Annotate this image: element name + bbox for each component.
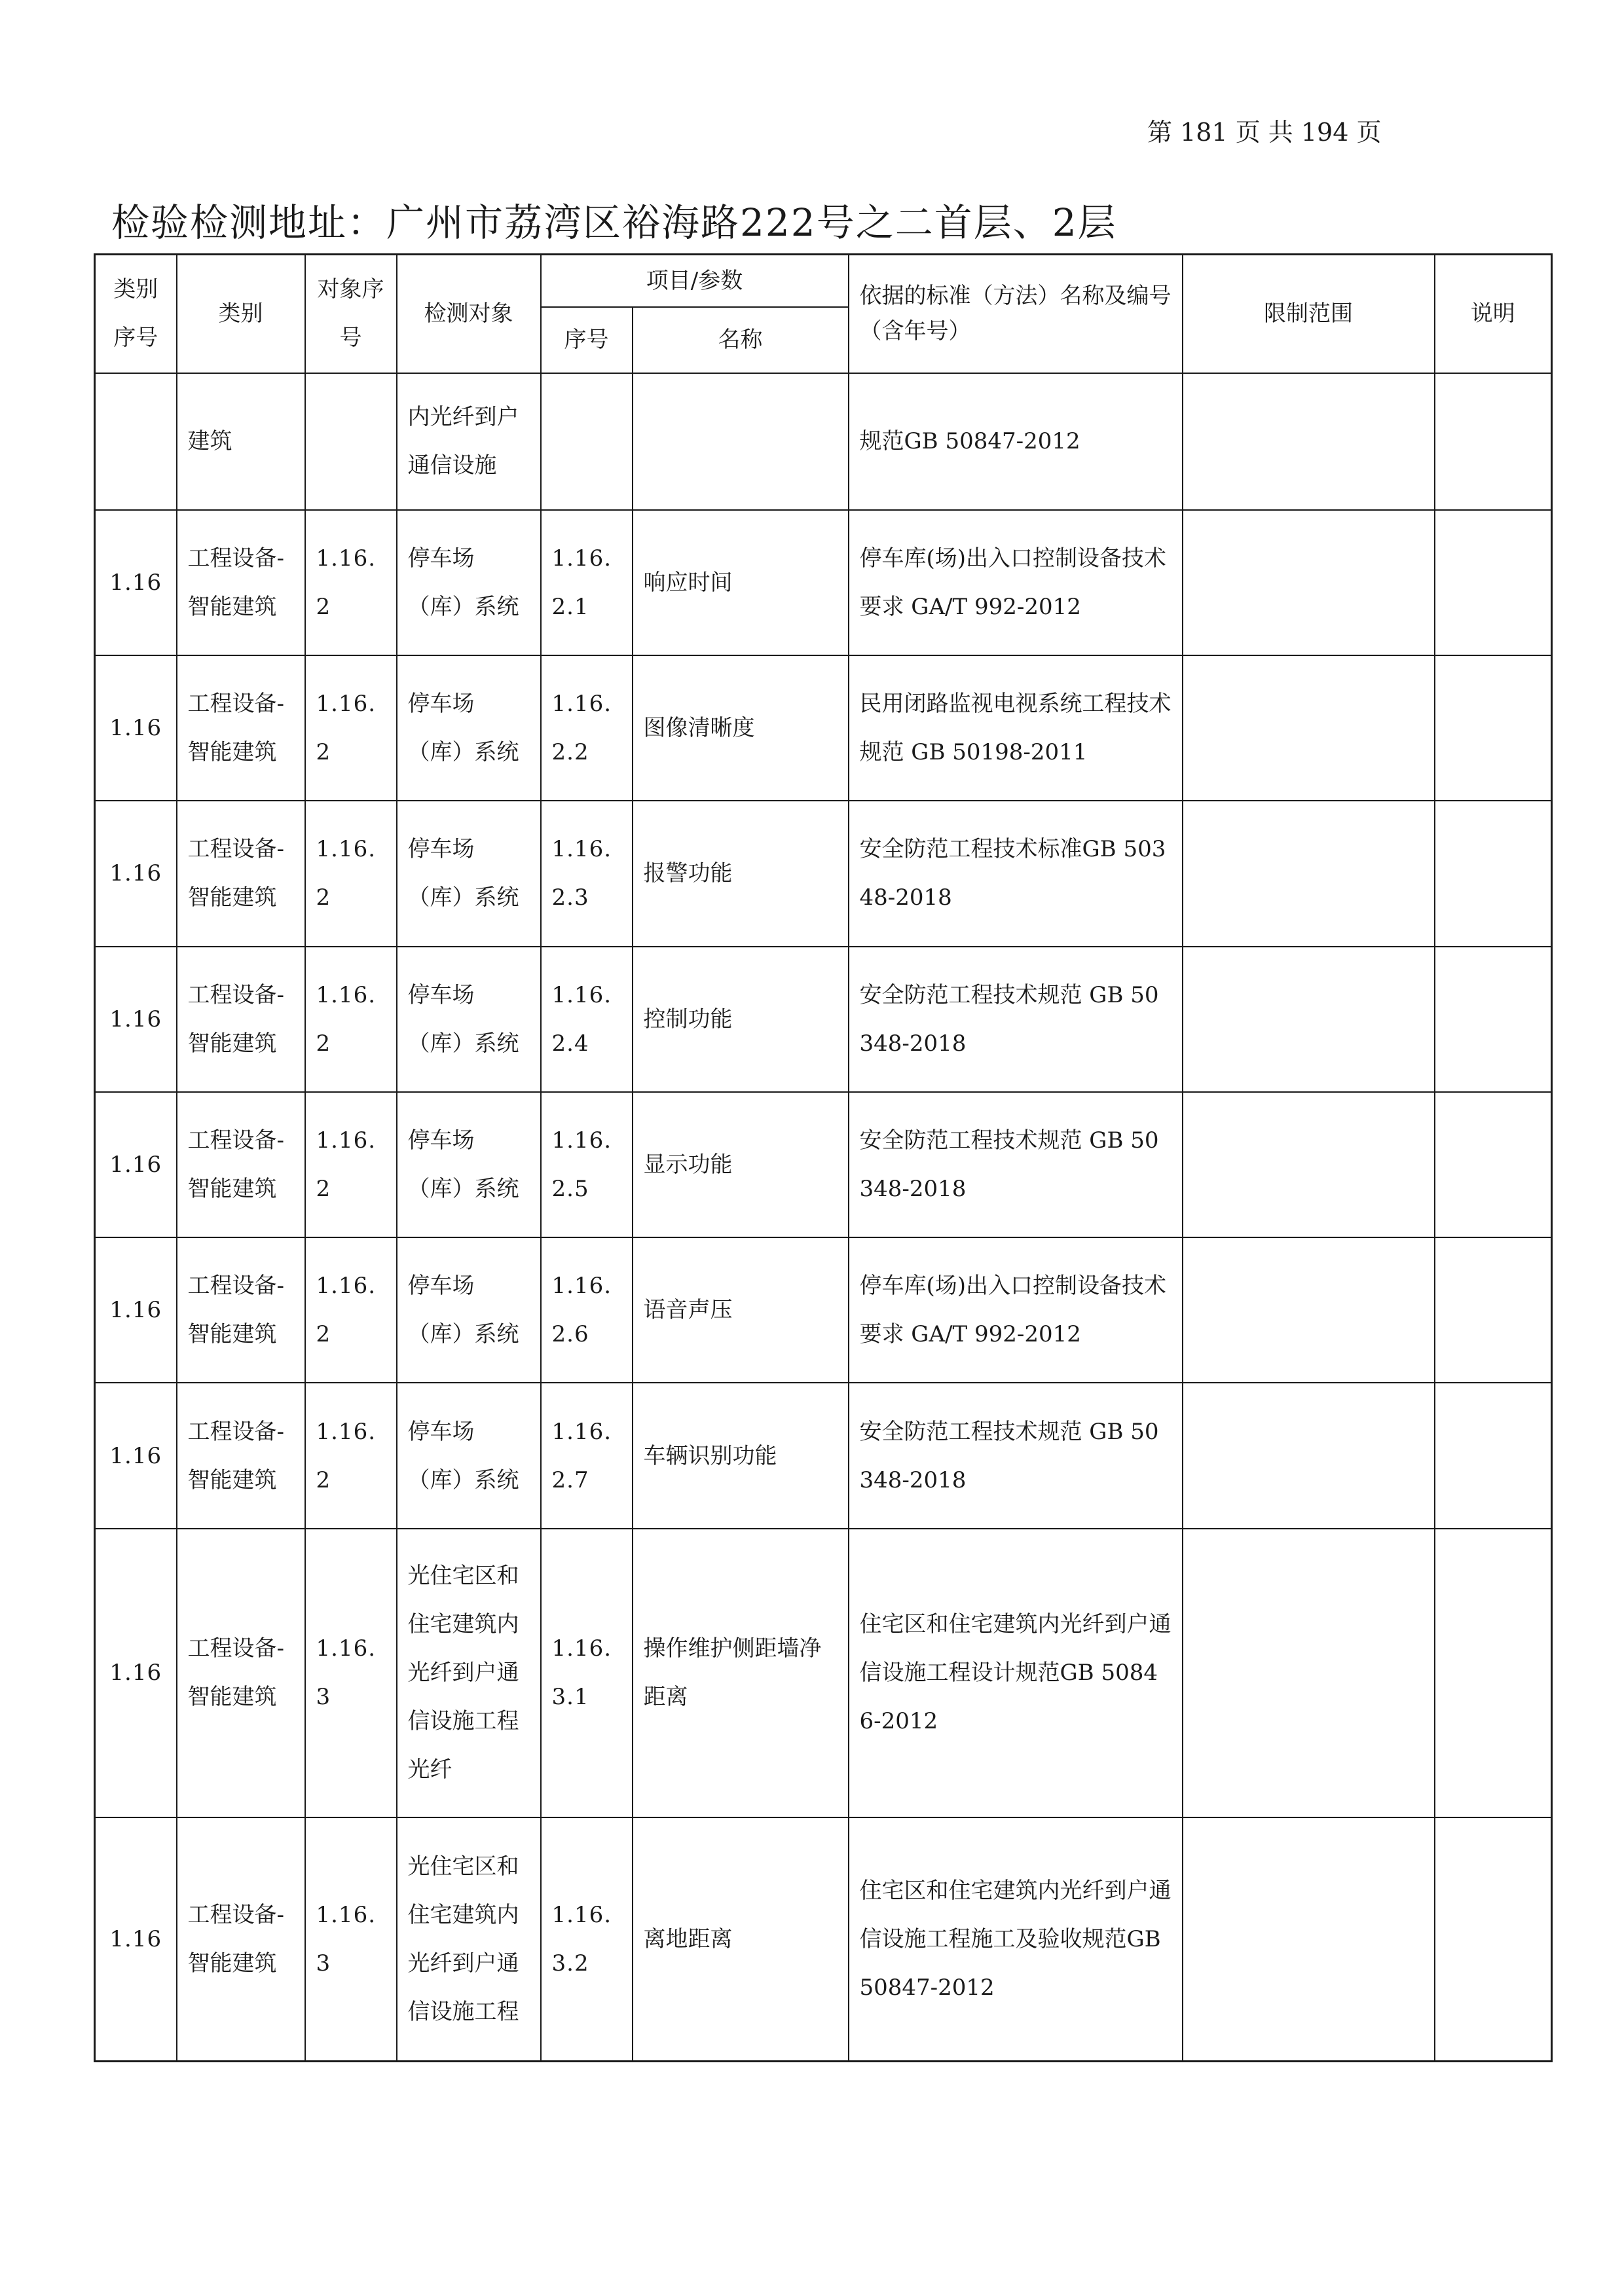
cell-cat-no: 1.16 bbox=[95, 801, 177, 946]
table-row bbox=[95, 1529, 1552, 1818]
cell-category: 工程设备-智能建筑 bbox=[177, 801, 305, 946]
cell-note bbox=[1435, 1092, 1552, 1237]
cell-limit bbox=[1183, 1529, 1435, 1818]
cell-note bbox=[1435, 801, 1552, 946]
cell-cat-no: 1.16 bbox=[95, 1092, 177, 1237]
cell-item-no: 1.16.2.7 bbox=[541, 1383, 633, 1528]
cell-limit bbox=[1183, 1092, 1435, 1237]
cell-object: 停车场（库）系统 bbox=[397, 510, 541, 655]
cell-item-name: 车辆识别功能 bbox=[633, 1383, 849, 1528]
cell-standard: 安全防范工程技术规范 GB 50348-2018 bbox=[849, 947, 1183, 1092]
header-standard: 依据的标准（方法）名称及编号（含年号） bbox=[849, 255, 1183, 373]
cell-limit bbox=[1183, 373, 1435, 510]
cell-standard: 停车库(场)出入口控制设备技术要求 GA/T 992-2012 bbox=[849, 1237, 1183, 1383]
cell-limit bbox=[1183, 1817, 1435, 2061]
cell-obj-no: 1.16.3 bbox=[305, 1817, 397, 2061]
cell-note bbox=[1435, 510, 1552, 655]
page-number: 第 181 页 共 194 页 bbox=[1147, 118, 1382, 147]
cell-obj-no bbox=[305, 373, 397, 510]
cell-category: 建筑 bbox=[177, 373, 305, 510]
cell-obj-no: 1.16.3 bbox=[305, 1529, 397, 1818]
cell-item-no: 1.16.3.1 bbox=[541, 1529, 633, 1818]
cell-item-no: 1.16.2.4 bbox=[541, 947, 633, 1092]
cell-item-name: 图像清晰度 bbox=[633, 655, 849, 801]
table-row bbox=[95, 655, 1552, 801]
cell-limit bbox=[1183, 1237, 1435, 1383]
header-cat-no: 类别序号 bbox=[95, 255, 177, 373]
cell-item-name: 响应时间 bbox=[633, 510, 849, 655]
cell-item-name: 语音声压 bbox=[633, 1237, 849, 1383]
cell-item-name: 离地距离 bbox=[633, 1817, 849, 2061]
cell-object: 停车场（库）系统 bbox=[397, 655, 541, 801]
cell-item-name: 报警功能 bbox=[633, 801, 849, 946]
table-row bbox=[95, 801, 1552, 946]
cell-standard: 停车库(场)出入口控制设备技术要求 GA/T 992-2012 bbox=[849, 510, 1183, 655]
header-limit: 限制范围 bbox=[1183, 255, 1435, 373]
cell-item-no: 1.16.2.2 bbox=[541, 655, 633, 801]
cell-item-name: 显示功能 bbox=[633, 1092, 849, 1237]
cell-note bbox=[1435, 373, 1552, 510]
table-row bbox=[95, 373, 1552, 510]
cell-limit bbox=[1183, 655, 1435, 801]
cell-cat-no: 1.16 bbox=[95, 1817, 177, 2061]
cell-category: 工程设备-智能建筑 bbox=[177, 655, 305, 801]
cell-cat-no: 1.16 bbox=[95, 655, 177, 801]
cell-item-name: 操作维护侧距墙净距离 bbox=[633, 1529, 849, 1818]
cell-object: 光住宅区和住宅建筑内光纤到户通信设施工程光纤 bbox=[397, 1529, 541, 1818]
cell-item-no: 1.16.2.1 bbox=[541, 510, 633, 655]
cell-category: 工程设备-智能建筑 bbox=[177, 1529, 305, 1818]
cell-note bbox=[1435, 947, 1552, 1092]
cell-note bbox=[1435, 1817, 1552, 2061]
cell-limit bbox=[1183, 801, 1435, 946]
cell-standard: 民用闭路监视电视系统工程技术规范 GB 50198-2011 bbox=[849, 655, 1183, 801]
cell-obj-no: 1.16.2 bbox=[305, 1237, 397, 1383]
cell-obj-no: 1.16.2 bbox=[305, 1092, 397, 1237]
header-row bbox=[95, 255, 1552, 307]
cell-standard: 规范GB 50847-2012 bbox=[849, 373, 1183, 510]
cell-object: 停车场（库）系统 bbox=[397, 1237, 541, 1383]
cell-object: 停车场（库）系统 bbox=[397, 947, 541, 1092]
cell-cat-no: 1.16 bbox=[95, 510, 177, 655]
scope-table bbox=[94, 253, 1553, 2062]
table-row bbox=[95, 1237, 1552, 1383]
cell-note bbox=[1435, 655, 1552, 801]
cell-item-name: 控制功能 bbox=[633, 947, 849, 1092]
cell-item-no: 1.16.3.2 bbox=[541, 1817, 633, 2061]
cell-obj-no: 1.16.2 bbox=[305, 801, 397, 946]
cell-cat-no bbox=[95, 373, 177, 510]
cell-obj-no: 1.16.2 bbox=[305, 947, 397, 1092]
cell-standard: 安全防范工程技术规范 GB 50348-2018 bbox=[849, 1092, 1183, 1237]
header-note: 说明 bbox=[1435, 255, 1552, 373]
cell-standard: 安全防范工程技术规范 GB 50348-2018 bbox=[849, 1383, 1183, 1528]
table-row bbox=[95, 947, 1552, 1092]
cell-obj-no: 1.16.2 bbox=[305, 510, 397, 655]
cell-cat-no: 1.16 bbox=[95, 947, 177, 1092]
cell-item-no bbox=[541, 373, 633, 510]
cell-cat-no: 1.16 bbox=[95, 1529, 177, 1818]
table-row bbox=[95, 1383, 1552, 1528]
cell-cat-no: 1.16 bbox=[95, 1237, 177, 1383]
cell-cat-no: 1.16 bbox=[95, 1383, 177, 1528]
header-obj-no: 对象序号 bbox=[305, 255, 397, 373]
table-row bbox=[95, 1817, 1552, 2061]
header-object: 检测对象 bbox=[397, 255, 541, 373]
header-category: 类别 bbox=[177, 255, 305, 373]
cell-standard: 安全防范工程技术标准GB 50348-2018 bbox=[849, 801, 1183, 946]
cell-object: 停车场（库）系统 bbox=[397, 1092, 541, 1237]
cell-object: 光住宅区和住宅建筑内光纤到户通信设施工程 bbox=[397, 1817, 541, 2061]
cell-item-name bbox=[633, 373, 849, 510]
cell-category: 工程设备-智能建筑 bbox=[177, 947, 305, 1092]
testing-address: 检验检测地址：广州市荔湾区裕海路222号之二首层、2层 bbox=[111, 200, 1117, 245]
cell-limit bbox=[1183, 1383, 1435, 1528]
cell-obj-no: 1.16.2 bbox=[305, 655, 397, 801]
header-item-name: 名称 bbox=[633, 307, 849, 373]
cell-limit bbox=[1183, 947, 1435, 1092]
cell-category: 工程设备-智能建筑 bbox=[177, 1237, 305, 1383]
cell-standard: 住宅区和住宅建筑内光纤到户通信设施工程设计规范GB 50846-2012 bbox=[849, 1529, 1183, 1818]
cell-object: 停车场（库）系统 bbox=[397, 801, 541, 946]
cell-category: 工程设备-智能建筑 bbox=[177, 510, 305, 655]
cell-note bbox=[1435, 1237, 1552, 1383]
cell-item-no: 1.16.2.5 bbox=[541, 1092, 633, 1237]
cell-category: 工程设备-智能建筑 bbox=[177, 1383, 305, 1528]
cell-category: 工程设备-智能建筑 bbox=[177, 1817, 305, 2061]
cell-note bbox=[1435, 1383, 1552, 1528]
cell-category: 工程设备-智能建筑 bbox=[177, 1092, 305, 1237]
cell-standard: 住宅区和住宅建筑内光纤到户通信设施工程施工及验收规范GB 50847-2012 bbox=[849, 1817, 1183, 2061]
cell-object: 内光纤到户通信设施 bbox=[397, 373, 541, 510]
cell-note bbox=[1435, 1529, 1552, 1818]
header-item-no: 序号 bbox=[541, 307, 633, 373]
cell-object: 停车场（库）系统 bbox=[397, 1383, 541, 1528]
table-row bbox=[95, 510, 1552, 655]
cell-limit bbox=[1183, 510, 1435, 655]
cell-item-no: 1.16.2.3 bbox=[541, 801, 633, 946]
cell-obj-no: 1.16.2 bbox=[305, 1383, 397, 1528]
header-item-group: 项目/参数 bbox=[541, 255, 849, 307]
table-row bbox=[95, 1092, 1552, 1237]
cell-item-no: 1.16.2.6 bbox=[541, 1237, 633, 1383]
